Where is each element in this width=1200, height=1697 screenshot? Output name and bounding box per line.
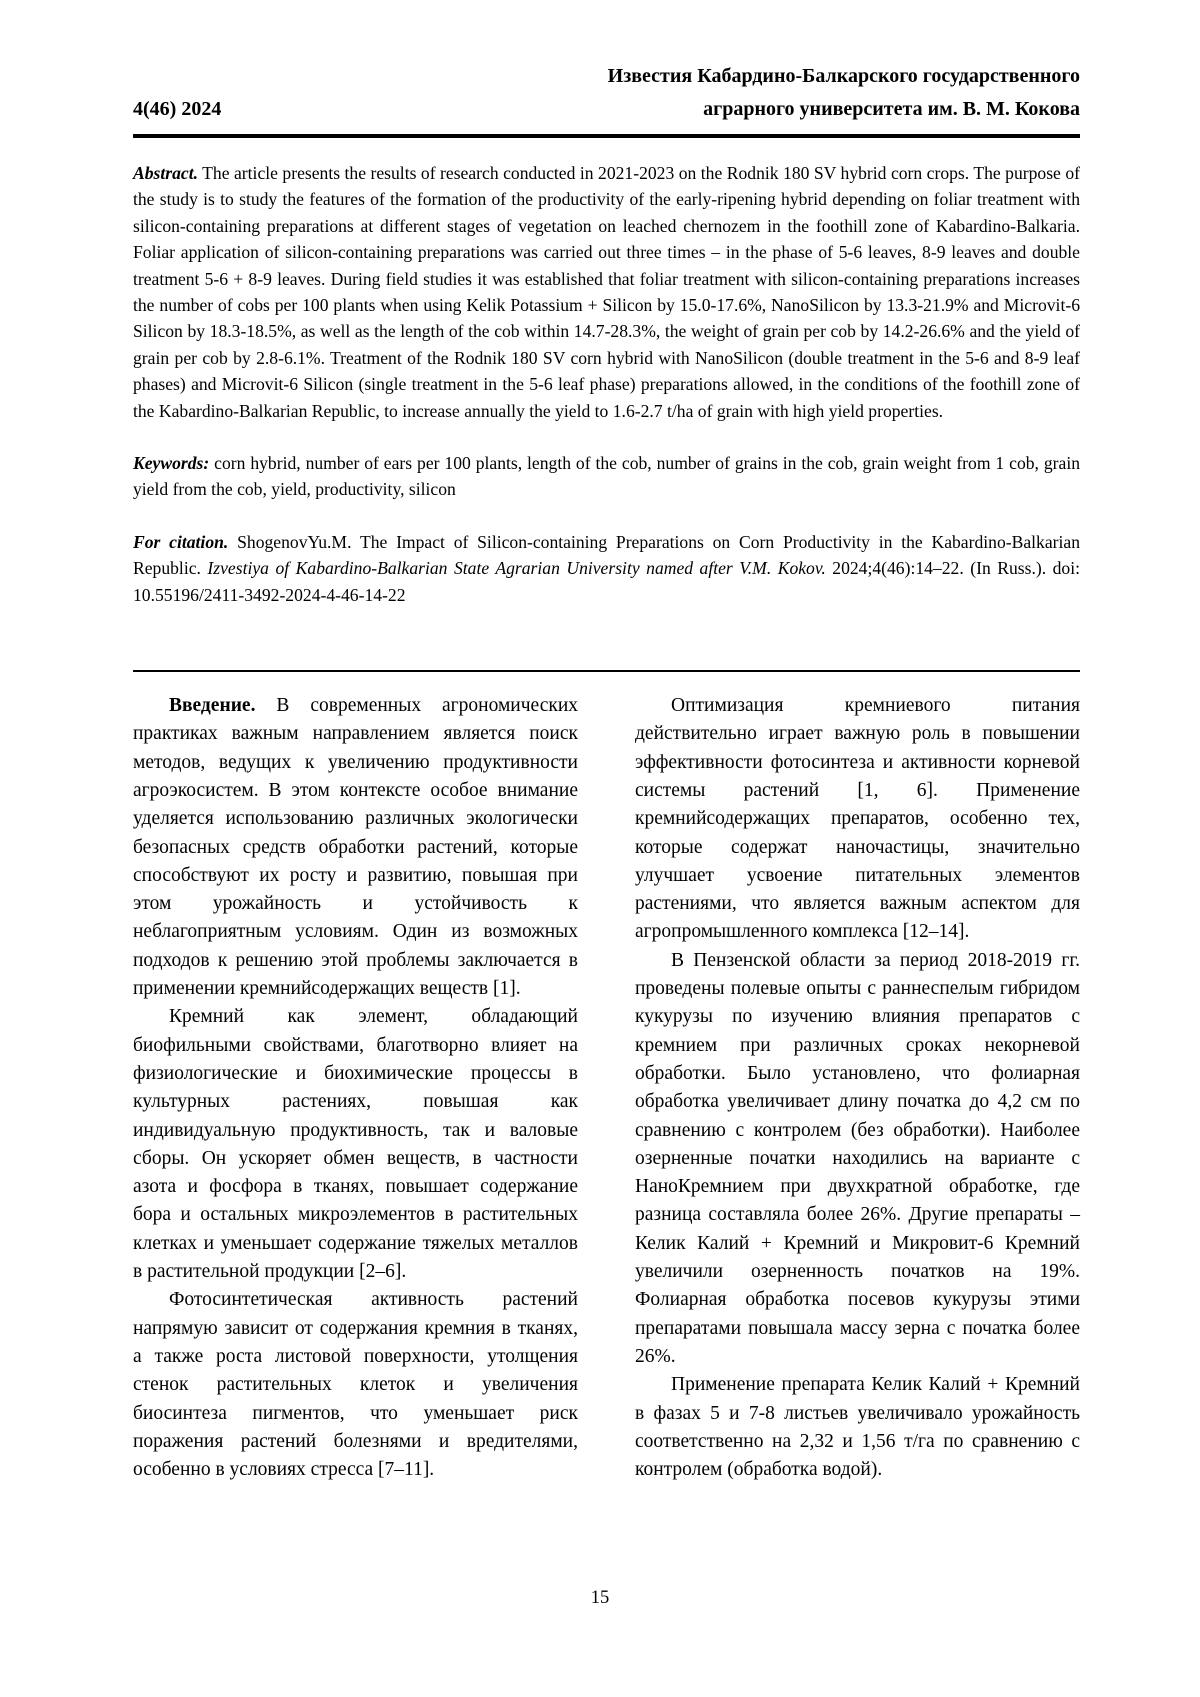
journal-title-line1: Известия Кабардино-Балкарского государственного <box>607 65 1080 87</box>
journal-title-line2: аграрного университета им. В. М. Кокова <box>703 98 1080 120</box>
introduction-heading: Введение. <box>169 695 256 717</box>
intro-paragraph <box>133 692 578 1003</box>
body-paragraph: Кремний как элемент, обладающий биофильными свойствами, благотворно влияет на физиологические и биохимические процессы в культурных растениях, повышая как индивидуальную продуктивность, так и валовые сборы. Он ускоряет обмен веществ, в частности азота и фосфора в тканях, повышает содержание бора и остальных микроэлементов в растительных клетках и уменьшает содержание тяжелых металлов в растительной продукции [2–6]. <box>133 1006 578 1283</box>
body-paragraph: В Пензенской области за период 2018-2019 гг. проведены полевые опыты с раннеспелым гибридом кукурузы по изучению влияния препаратов с кремнием при различных сроках некорневой обработки. Было установлено, что фолиарная обработка увеличивает длину початка до 4,2 см по сравнению с контролем (без обработки). Наиболее озерненные початки находились на варианте с НаноКремнием при двухкратной обработке, где разница составляла более 26%. Другие препараты – Келик Калий + Кремний и Микровит-6 Кремний увеличили озерненность початков на 19%. Фолиарная обработка посевов кукурузы этими препаратами повышала массу зерна с початка более 26%. <box>635 949 1080 1367</box>
journal-title <box>608 60 1080 126</box>
left-column <box>133 692 578 1484</box>
citation-label: For citation. <box>133 531 229 552</box>
body-paragraph: Применение препарата Келик Калий + Кремний в фазах 5 и 7-8 листьев увеличивало урожайность соответственно на 2,32 и 1,56 т/га по сравнению с контролем (обработка водой). <box>635 1374 1080 1481</box>
header-row <box>133 60 1080 126</box>
issue-number: 4(46) 2024 <box>133 98 222 120</box>
abstract-paragraph <box>133 160 1080 424</box>
body-paragraph: Оптимизация кремниевого питания действительно играет важную роль в повышении эффективности фотосинтеза и активности корневой системы растений [1, 6]. Применение кремнийсодержащих препаратов, особенно тех, которые содержат наночастицы, значительно улучшает усвоение питательных элементов растениями, что является важным аспектом для агропромышленного комплекса [12–14]. <box>635 695 1080 943</box>
section-divider <box>133 670 1080 672</box>
body-paragraph: Фотосинтетическая активность растений напрямую зависит от содержания кремния в тканях, а также роста листовой поверхности, утолщения стенок растительных клеток и увеличения биосинтеза пигментов, что уменьшает риск поражения растений болезнями и вредителями, особенно в условиях стресса [7–11]. <box>133 1289 578 1481</box>
body-columns <box>133 692 1080 1484</box>
keywords-text: corn hybrid, number of ears per 100 plants, length of the cob, number of grains in the cob, grain weight from 1 cob, grain yield from the cob, yield, productivity, silicon <box>133 453 1080 500</box>
citation-journal-name: Izvestiya of Kabardino-Balkarian State Agrarian University named after V.M. Kokov. <box>207 558 826 579</box>
paragraph-text: В современных агрономических практиках важным направлением является поиск методов, ведущих к увеличению продуктивности агроэкосистем. В этом контексте особое внимание уделяется использованию различных экологически безопасных средств обработки растений, которые способствуют их росту и развитию, повышая при этом урожайность и устойчивость к неблагоприятным условиям. Один из возможных подходов к решению этой проблемы заключается в применении кремнийсодержащих веществ [1]. <box>133 695 579 1000</box>
header-rule <box>133 134 1080 138</box>
citation-text: ShogenovYu.M. The Impact of Silicon-containing Preparations on Corn Productivity in the Kabardino-Balkarian Republic. <box>133 531 1081 579</box>
citation-paragraph <box>133 529 1080 608</box>
keywords-paragraph <box>133 450 1080 503</box>
abstract-label: Abstract. <box>133 163 199 183</box>
page-header <box>133 60 1080 138</box>
right-column <box>635 692 1080 1484</box>
citation-doi-text: 2024;4(46):14–22. (In Russ.). doi: 10.55196/2411-3492-2024-4-46-14-22 <box>133 558 1080 605</box>
abstract-text: The article presents the results of research conducted in 2021-2023 on the Rodnik 180 SV hybrid corn crops. The purpose of the study is to study the features of the formation of the productivity of the early-ripening hybrid depending on foliar treatment with silicon-containing preparations at different stages of vegetation on leached chernozem in the foothill zone of Kabardino-Balkaria. Foliar application of silicon-containing preparations was carried out three times – in the phase of 5-6 leaves, 8-9 leaves and double treatment 5-6 + 8-9 leaves. During field studies it was established that foliar treatment with silicon-containing preparations increases the number of cobs per 100 plants when using Kelik Potassium + Silicon by 15.0-17.6%, NanoSilicon by 13.3-21.9% and Microvit-6 Silicon by 18.3-18.5%, as well as the length of the cob within 14.7-28.3%, the weight of grain per cob by 14.2-26.6% and the yield of grain per cob by 2.8-6.1%. Treatment of the Rodnik 180 SV corn hybrid with NanoSilicon (double treatment in the 5-6 and 8-9 leaf phases) and Microvit-6 Silicon (single treatment in the 5-6 leaf phase) preparations allowed, in the conditions of the foothill zone of the Kabardino-Balkarian Republic, to increase annually the yield to 1.6-2.7 t/ha of grain with high yield properties. <box>133 163 1080 421</box>
page-number: 15 <box>590 1588 610 1608</box>
front-matter <box>133 160 1080 608</box>
keywords-label: Keywords: <box>133 453 210 474</box>
